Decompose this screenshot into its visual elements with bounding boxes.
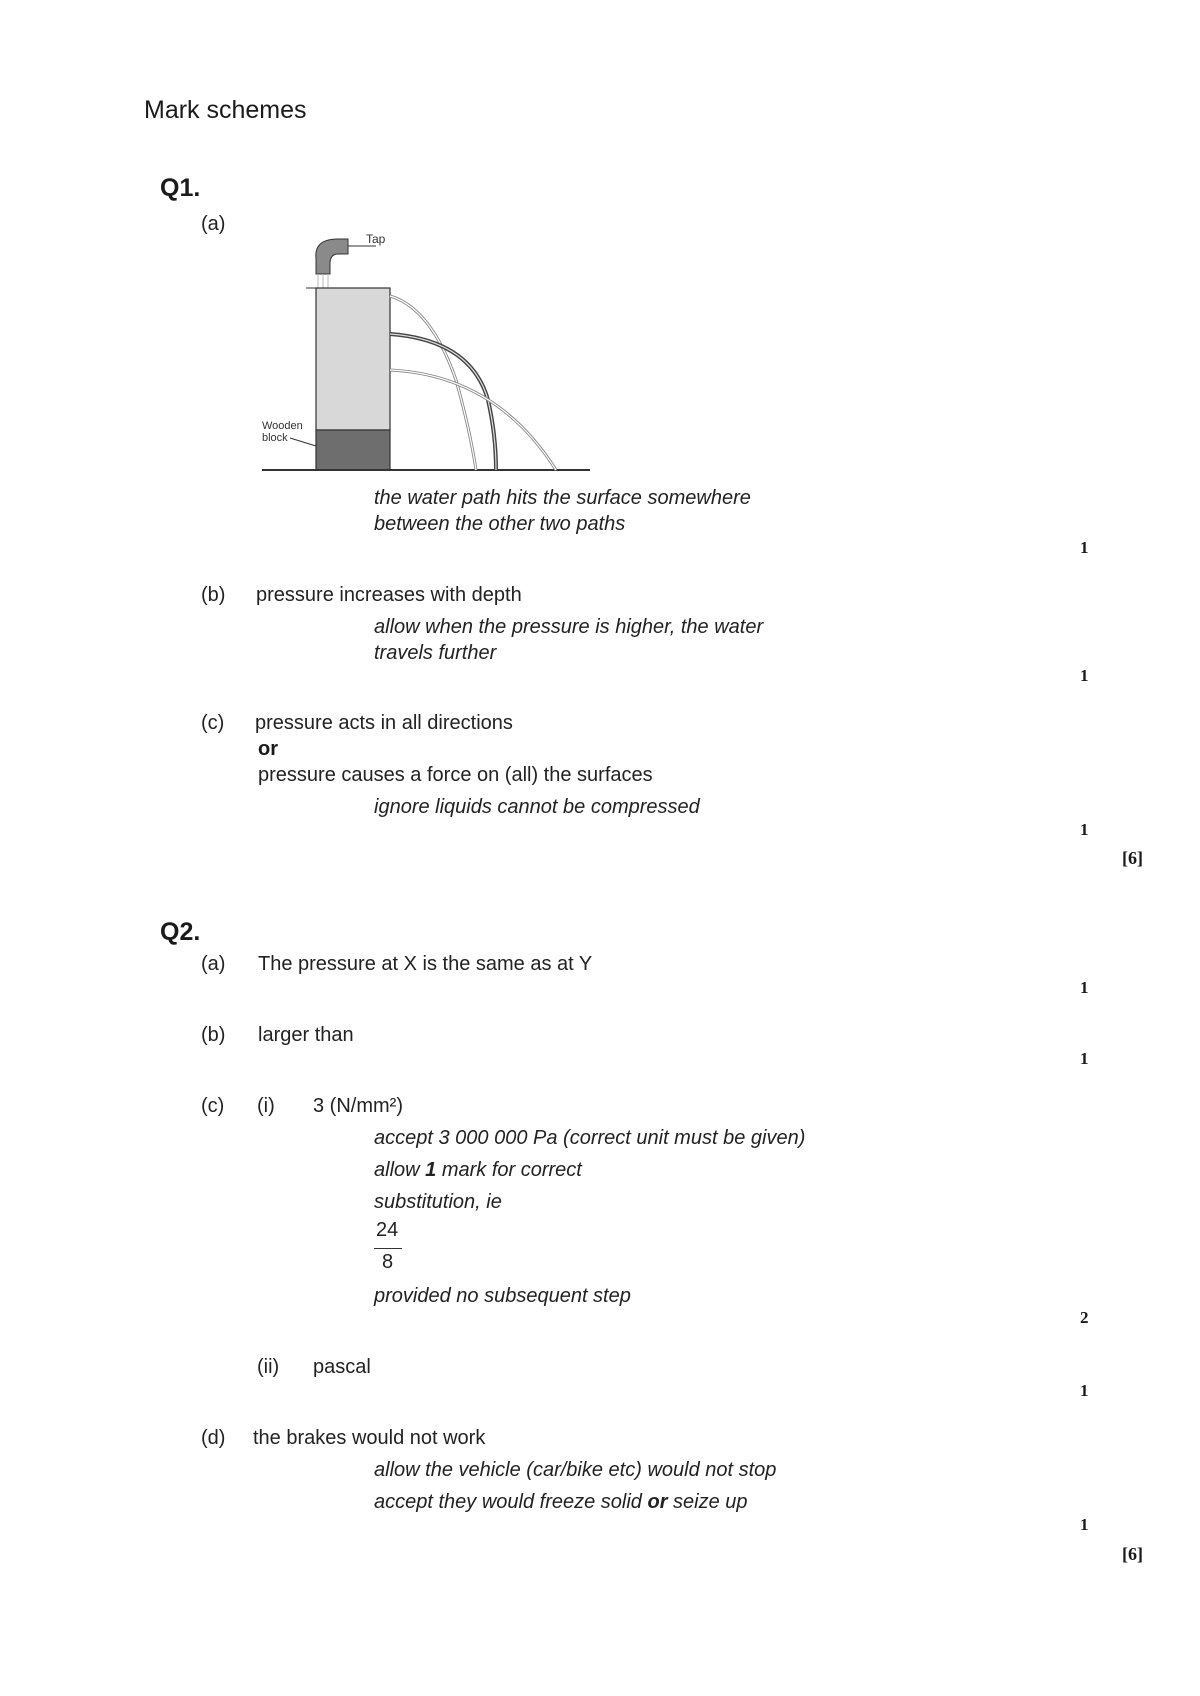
q2d-note-2-bold: or	[647, 1491, 668, 1513]
q2d-note-2-post: seize up	[667, 1491, 748, 1513]
q1a-mark: 1	[1080, 538, 1089, 557]
q2ci-note-2	[374, 1159, 582, 1182]
q1c-mark: 1	[1080, 820, 1089, 839]
q1c-answer-1: pressure acts in all directions	[255, 712, 513, 734]
q2d-note-2	[374, 1491, 748, 1514]
q2d-note-2-pre: accept they would freeze solid	[374, 1491, 648, 1513]
q1a-note-2: between the other two paths	[374, 513, 626, 535]
middle-jet	[390, 334, 496, 470]
q2cii-answer: pascal	[313, 1356, 371, 1378]
water-jets-diagram	[256, 230, 596, 482]
q1a-note-1: the water path hits the surface somewhere	[374, 487, 751, 509]
fraction-denominator: 8	[382, 1251, 394, 1273]
q2ci-note-2-pre: allow	[374, 1159, 426, 1181]
upper-jet	[390, 296, 476, 470]
q2ci-note-3: substitution, ie	[374, 1191, 502, 1213]
q1-total: [6]	[1122, 848, 1143, 868]
q2cii-mark: 1	[1080, 1381, 1089, 1400]
q2d-mark: 1	[1080, 1515, 1089, 1534]
q2b-answer: larger than	[258, 1024, 354, 1046]
wooden-block	[316, 430, 390, 470]
q2a-mark: 1	[1080, 978, 1089, 997]
water-container	[316, 288, 390, 430]
q2d-note-1: allow the vehicle (car/bike etc) would not stop	[374, 1459, 777, 1481]
q2ci-mark: 2	[1080, 1308, 1089, 1327]
q1-heading: Q1.	[160, 174, 201, 202]
q2a-label: (a)	[201, 953, 226, 975]
q2ci-note-2-post: mark for correct	[436, 1159, 582, 1181]
q2b-mark: 1	[1080, 1049, 1089, 1068]
q1b-label: (b)	[201, 584, 226, 606]
q2b-label: (b)	[201, 1024, 226, 1046]
fraction-bar	[374, 1248, 402, 1249]
block-label-1: Wooden	[262, 420, 303, 432]
page-title: Mark schemes	[144, 96, 307, 124]
q2-heading: Q2.	[160, 918, 201, 946]
q2ci-note-2-bold: 1	[425, 1159, 437, 1181]
q1c-label: (c)	[201, 712, 225, 734]
q1c-answer-2: pressure causes a force on (all) the surfaces	[258, 764, 653, 786]
q1c-note: ignore liquids cannot be compressed	[374, 796, 700, 818]
q2d-label: (d)	[201, 1427, 226, 1449]
q1b-note-2: travels further	[374, 642, 497, 664]
q1a-label: (a)	[201, 213, 226, 235]
q2ci-label: (i)	[257, 1095, 275, 1117]
tap-label: Tap	[366, 232, 386, 246]
q2-total: [6]	[1122, 1544, 1143, 1564]
q1b-answer: pressure increases with depth	[256, 584, 522, 606]
q1b-note-1: allow when the pressure is higher, the water	[374, 616, 764, 638]
q1b-mark: 1	[1080, 666, 1089, 685]
q2ci-answer: 3 (N/mm²)	[313, 1095, 403, 1117]
block-label-2: block	[262, 432, 288, 444]
fraction-numerator: 24	[376, 1219, 399, 1241]
q2d-answer: the brakes would not work	[253, 1427, 486, 1449]
q2c-label: (c)	[201, 1095, 225, 1117]
q2ci-note-1: accept 3 000 000 Pa (correct unit must be given)	[374, 1127, 806, 1149]
q2a-answer: The pressure at X is the same as at Y	[258, 953, 593, 975]
q2ci-note-4: provided no subsequent step	[374, 1285, 631, 1307]
tap-icon	[316, 239, 348, 274]
q2cii-label: (ii)	[257, 1356, 280, 1378]
q1c-or: or	[258, 738, 278, 760]
